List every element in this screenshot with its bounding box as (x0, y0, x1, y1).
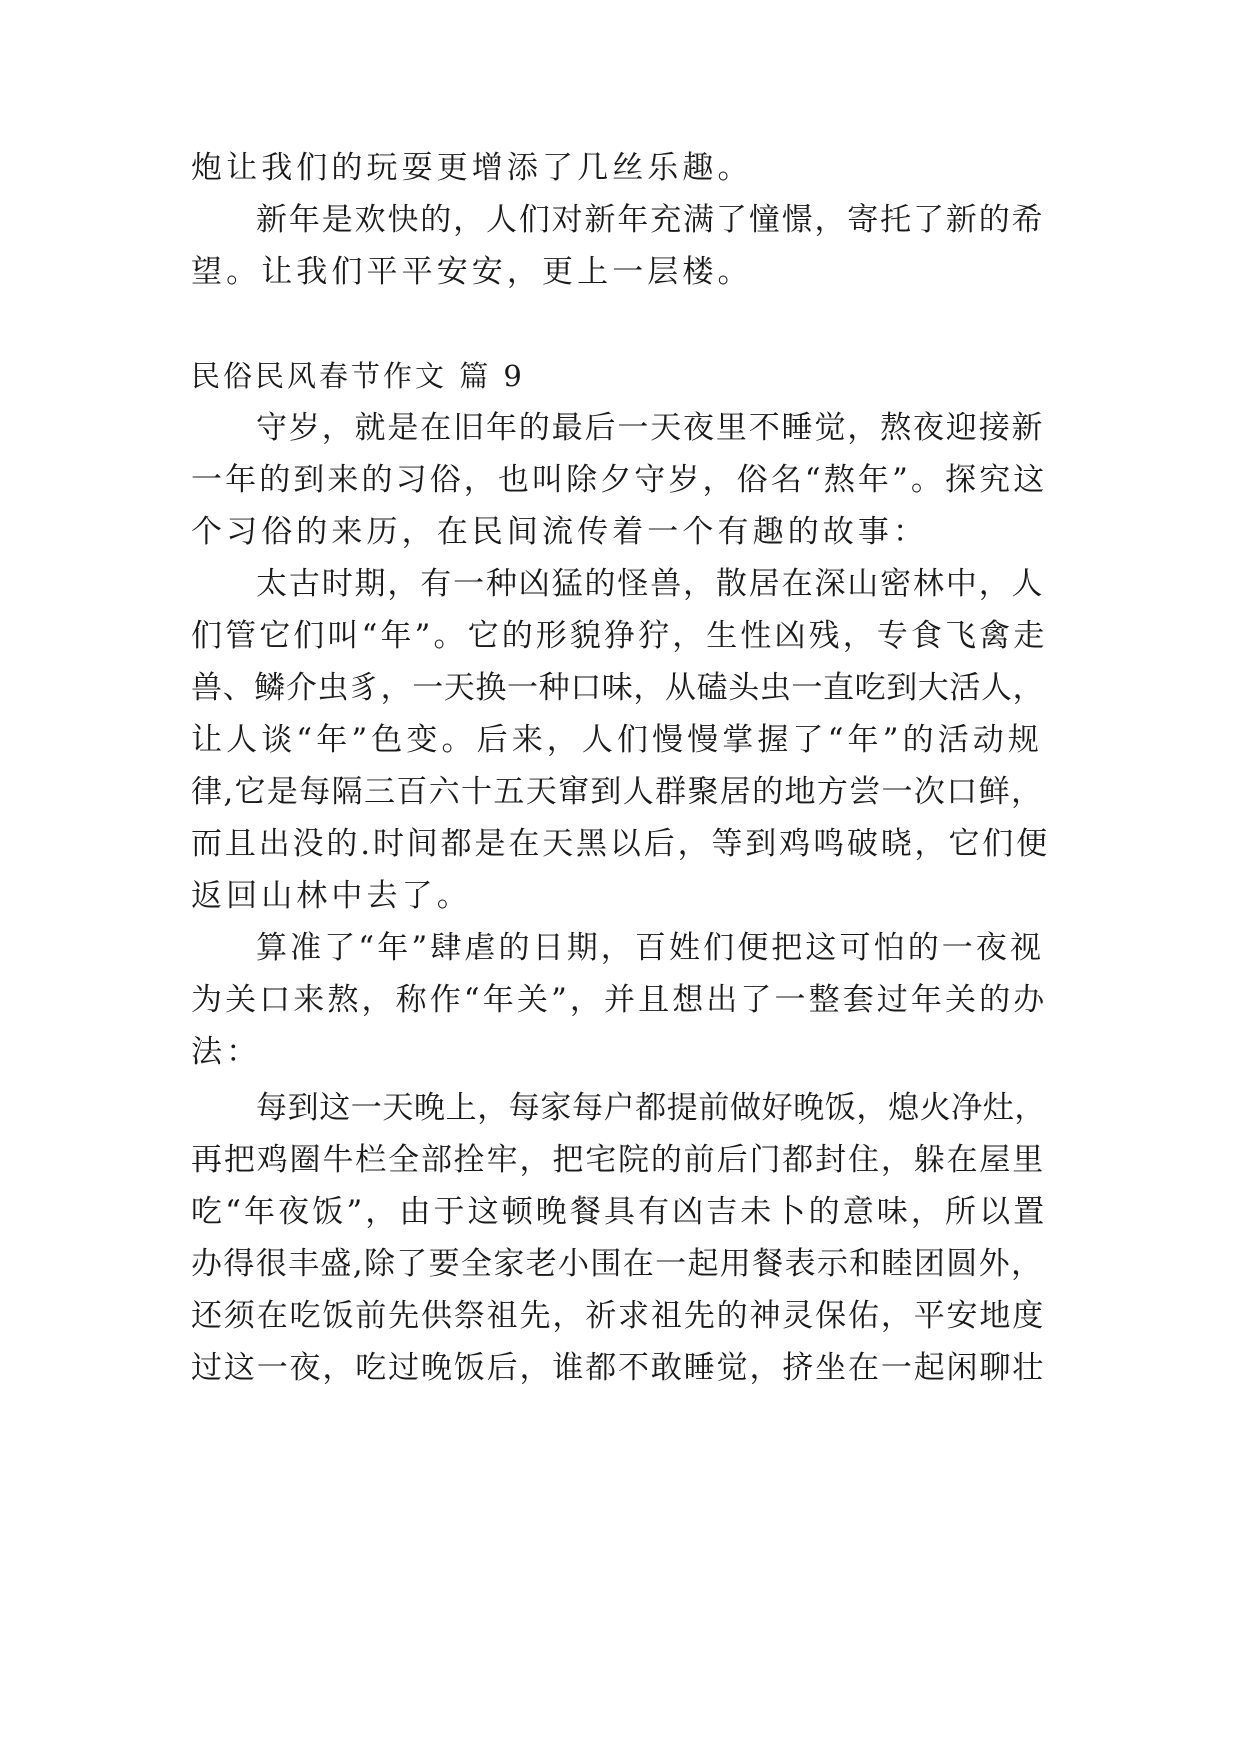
text-line: 每到这一天晚上，每家每户都提前做好晚饭，熄火净灶， (256, 1090, 1046, 1126)
text-line: 算准了“年”肆虐的日期，百姓们便把这可怕的一夜视 (256, 930, 1045, 966)
text-line: 为关口来熬，称作“年关”，并且想出了一整套过年关的办 (191, 982, 1048, 1018)
text-line: 个习俗的来历，在民间流传着一个有趣的故事： (191, 514, 929, 550)
text-line: 望。让我们平平安安，更上一层楼。 (191, 254, 753, 290)
text-line: 炮让我们的玩耍更增添了几丝乐趣。 (191, 150, 753, 186)
text-line: 让人谈“年”色变。后来，人们慢慢掌握了“年”的活动规 (191, 722, 1043, 758)
text-line: 们管它们叫“年”。它的形貌狰狞，生性凶残，专食飞禽走 (191, 618, 1048, 654)
text-line: 新年是欢快的，人们对新年充满了憧憬，寄托了新的希 (256, 202, 1045, 238)
text-line: 法： (191, 1034, 262, 1070)
text-line: 太古时期，有一种凶猛的怪兽，散居在深山密林中，人 (256, 566, 1045, 602)
text-line: 守岁，就是在旧年的最后一天夜里不睡觉，熬夜迎接新 (256, 410, 1045, 446)
text-line: 一年的到来的习俗，也叫除夕守岁，俗名“熬年”。探究这 (191, 462, 1048, 498)
text-line: 兽、鳞介虫豸，一天换一种口味，从磕头虫一直吃到大活人， (191, 670, 1045, 706)
text-line: 再把鸡圈牛栏全部拴牢，把宅院的前后门都封住，躲在屋里 (191, 1142, 1046, 1178)
text-line: 返回山林中去了。 (191, 878, 472, 914)
text-line: 而且出没的.时间都是在天黑以后，等到鸡鸣破晓，它们便 (191, 826, 1050, 862)
text-line: 过这一夜，吃过晚饭后，谁都不敢睡觉，挤坐在一起闲聊壮 (191, 1350, 1046, 1386)
section-heading: 民俗民风春节作文 篇 9 (191, 359, 525, 393)
text-line: 律,它是每隔三百六十五天窜到人群聚居的地方尝一次口鲜， (191, 774, 1044, 810)
text-line: 办得很丰盛,除了要全家老小围在一起用餐表示和睦团圆外， (191, 1246, 1044, 1282)
text-line: 还须在吃饭前先供祭祖先，祈求祖先的神灵保佑，平安地度 (191, 1298, 1046, 1334)
text-line: 吃“年夜饭”，由于这顿晚餐具有凶吉未卜的意味，所以置 (191, 1194, 1048, 1230)
